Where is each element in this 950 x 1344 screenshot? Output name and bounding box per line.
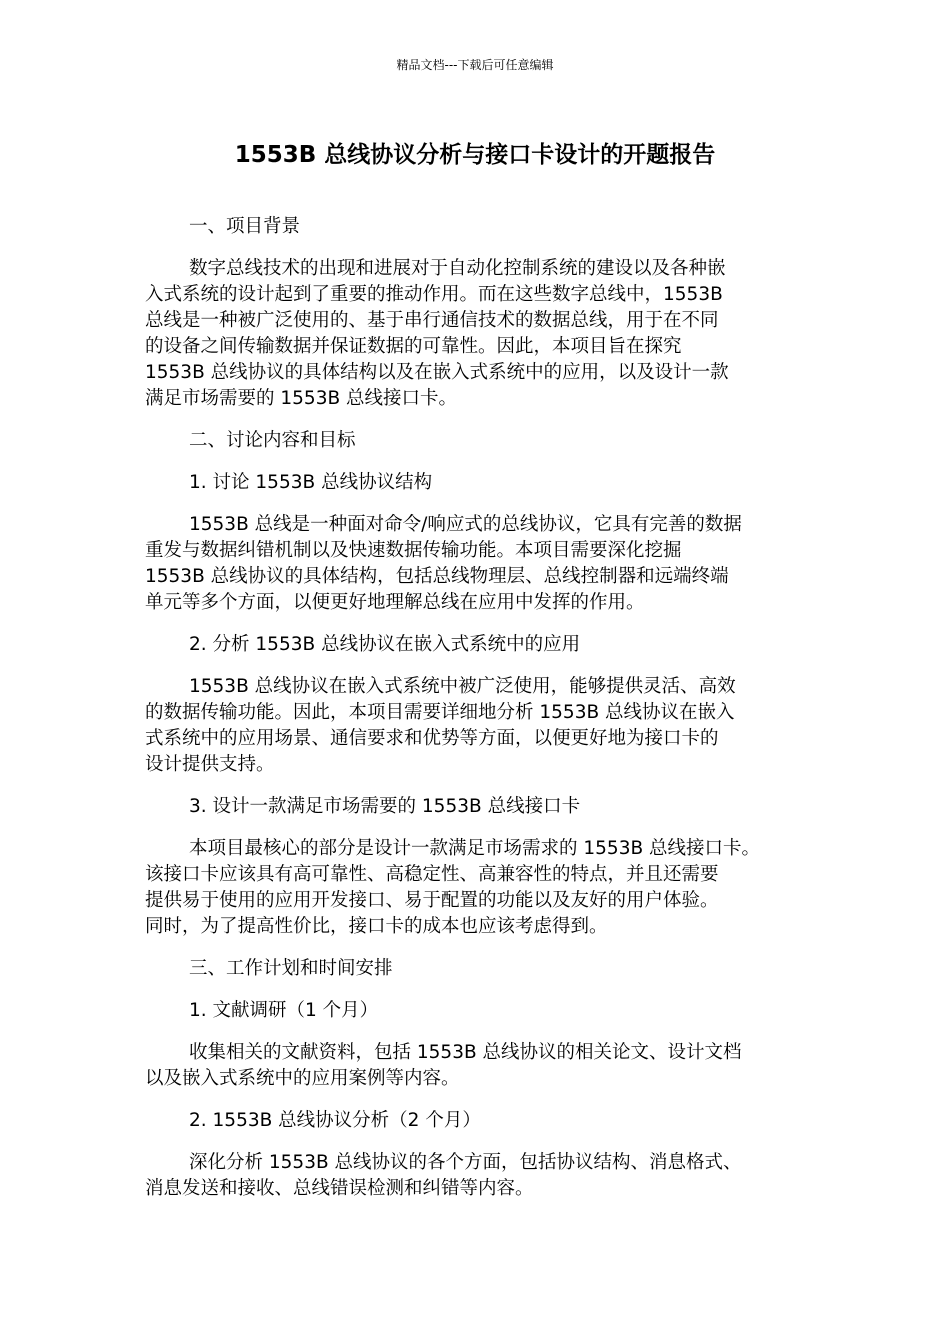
paragraph-line: 设计提供支持。: [145, 754, 275, 775]
subsection-heading: 2. 分析 1553B 总线协议在嵌入式系统中的应用: [189, 634, 581, 655]
paragraph-line: 总线是一种被广泛使用的、基于串行通信技术的数据总线，用于在不同: [145, 310, 719, 331]
paragraph: [145, 836, 817, 940]
paragraph-line: 本项目最核心的部分是设计一款满足市场需求的 1553B 总线接口卡。: [189, 838, 761, 859]
paragraph-line: 重发与数据纠错机制以及快速数据传输功能。本项目需要深化挖掘: [145, 540, 682, 561]
subsection-heading: 1. 讨论 1553B 总线协议结构: [189, 472, 433, 493]
section-heading: 三、工作计划和时间安排: [189, 958, 393, 979]
subsection-heading: 2. 1553B 总线协议分析（2 个月）: [189, 1110, 481, 1131]
subsection-heading: 3. 设计一款满足市场需要的 1553B 总线接口卡: [189, 796, 581, 817]
paragraph: [145, 1150, 817, 1202]
paragraph-line: 1553B 总线协议的具体结构以及在嵌入式系统中的应用，以及设计一款: [145, 362, 729, 383]
paragraph-line: 深化分析 1553B 总线协议的各个方面，包括协议结构、消息格式、: [189, 1152, 742, 1173]
paragraph-line: 的数据传输功能。因此，本项目需要详细地分析 1553B 总线协议在嵌入: [145, 702, 735, 723]
paragraph-line: 收集相关的文献资料，包括 1553B 总线协议的相关论文、设计文档: [189, 1042, 742, 1063]
paragraph-line: 单元等多个方面，以便更好地理解总线在应用中发挥的作用。: [145, 592, 645, 613]
subsection-heading: 1. 文献调研（1 个月）: [189, 1000, 379, 1021]
paragraph: [145, 674, 817, 778]
paragraph-line: 满足市场需要的 1553B 总线接口卡。: [145, 388, 458, 409]
paragraph-line: 以及嵌入式系统中的应用案例等内容。: [145, 1068, 460, 1089]
document-title: 1553B 总线协议分析与接口卡设计的开题报告: [234, 142, 716, 168]
paragraph-line: 消息发送和接收、总线错误检测和纠错等内容。: [145, 1178, 534, 1199]
paragraph-line: 同时，为了提高性价比，接口卡的成本也应该考虑得到。: [145, 916, 608, 937]
paragraph-line: 该接口卡应该具有高可靠性、高稳定性、高兼容性的特点，并且还需要: [145, 864, 719, 885]
section-heading: 一、项目背景: [189, 216, 301, 237]
paragraph-line: 1553B 总线协议在嵌入式系统中被广泛使用，能够提供灵活、高效: [189, 676, 736, 697]
document-body: [145, 214, 817, 1218]
paragraph-line: 入式系统的设计起到了重要的推动作用。而在这些数字总线中，1553B: [145, 284, 723, 305]
paragraph-line: 提供易于使用的应用开发接口、易于配置的功能以及友好的用户体验。: [145, 890, 719, 911]
section-heading: 二、讨论内容和目标: [189, 430, 356, 451]
page-header: 精品文档---下载后可任意编辑: [396, 58, 554, 72]
paragraph-line: 的设备之间传输数据并保证数据的可靠性。因此，本项目旨在探究: [145, 336, 682, 357]
paragraph-line: 式系统中的应用场景、通信要求和优势等方面，以便更好地为接口卡的: [145, 728, 719, 749]
paragraph-line: 数字总线技术的出现和进展对于自动化控制系统的建设以及各种嵌: [189, 258, 726, 279]
paragraph-line: 1553B 总线协议的具体结构，包括总线物理层、总线控制器和远端终端: [145, 566, 729, 587]
paragraph-line: 1553B 总线是一种面对命令/响应式的总线协议，它具有完善的数据: [189, 514, 742, 535]
paragraph: [145, 1040, 817, 1092]
paragraph: [145, 256, 817, 412]
paragraph: [145, 512, 817, 616]
